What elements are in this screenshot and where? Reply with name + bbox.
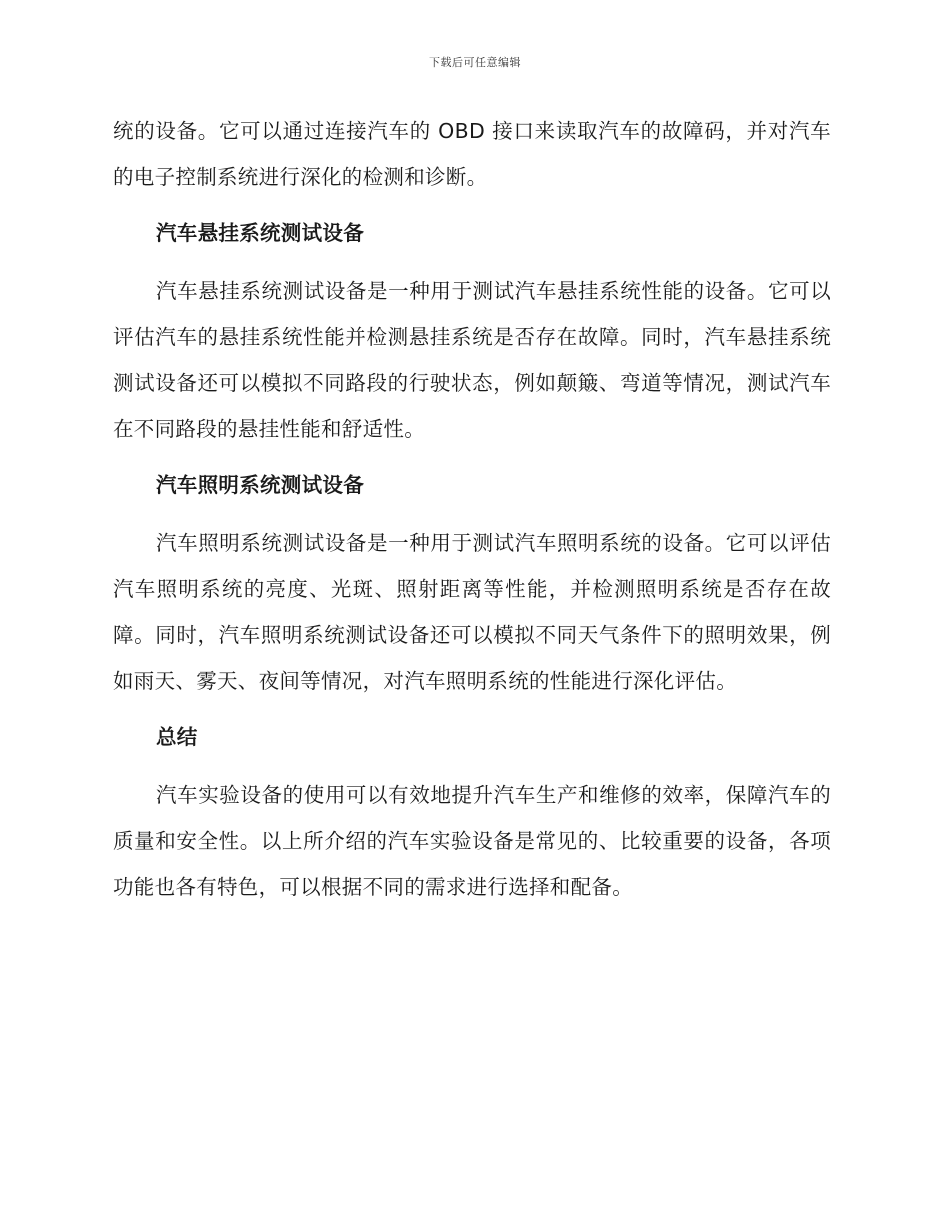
document-body <box>113 108 831 910</box>
section-heading-summary: 总结 <box>156 725 198 749</box>
paragraph-lighting: 汽车照明系统测试设备是一种用于测试汽车照明系统的设备。它可以评估汽车照明系统的亮度、光斑、照射距离等性能，并检测照明系统是否存在故障。同时，汽车照明系统测试设备还可以模拟不同天气条件下的照明效果，例如雨天、雾天、夜间等情况，对汽车照明系统的性能进行深化评估。 <box>113 531 831 693</box>
section-heading-suspension: 汽车悬挂系统测试设备 <box>156 221 364 245</box>
paragraph-continued: 统的设备。它可以通过连接汽车的 OBD 接口来读取汽车的故障码，并对汽车的电子控制系统进行深化的检测和诊断。 <box>113 119 831 189</box>
paragraph-summary: 汽车实验设备的使用可以有效地提升汽车生产和维修的效率，保障汽车的质量和安全性。以上所介绍的汽车实验设备是常见的、比较重要的设备，各项功能也各有特色，可以根据不同的需求进行选择和配备。 <box>113 783 831 899</box>
paragraph-suspension: 汽车悬挂系统测试设备是一种用于测试汽车悬挂系统性能的设备。它可以评估汽车的悬挂系统性能并检测悬挂系统是否存在故障。同时，汽车悬挂系统测试设备还可以模拟不同路段的行驶状态，例如颠簸、弯道等情况，测试汽车在不同路段的悬挂性能和舒适性。 <box>113 279 831 441</box>
section-heading-lighting: 汽车照明系统测试设备 <box>156 473 364 497</box>
page-header: 下载后可任意编辑 <box>429 56 521 69</box>
